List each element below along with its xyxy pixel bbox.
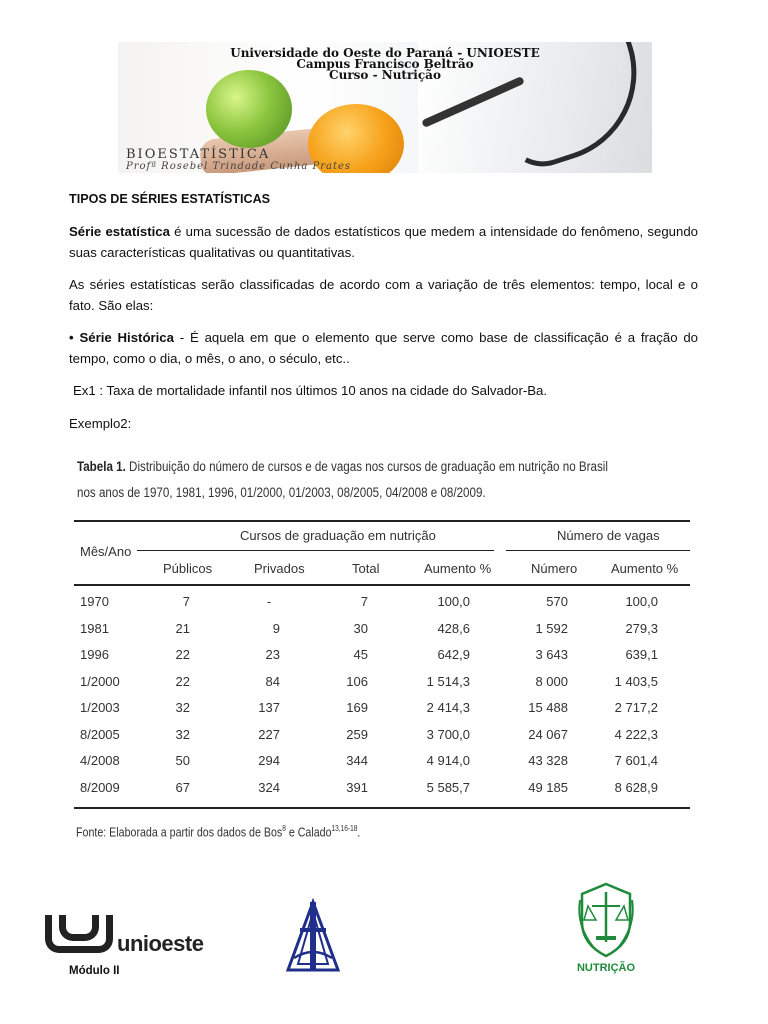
- table-cell: 3 643: [535, 647, 568, 662]
- table-cell: 43 328: [528, 753, 568, 768]
- table-cell: 1 592: [535, 620, 568, 636]
- table-cell: 22: [175, 647, 190, 662]
- header-group-courses: Cursos de graduação em nutrição: [240, 528, 436, 543]
- table-cell: 169: [346, 700, 368, 715]
- unioeste-arc-inner: [59, 915, 99, 941]
- table-cell: 32: [175, 700, 190, 715]
- unioeste-logo: [45, 915, 215, 963]
- group1-rule: [137, 550, 494, 551]
- group2-rule: [506, 550, 690, 551]
- table-cell: 100,0: [625, 594, 658, 609]
- nutrition-caduceus-icon: [574, 880, 638, 960]
- table-cell: 22: [175, 673, 190, 689]
- professor-name: Profª Rosebel Trindade Cunha Prates: [126, 161, 352, 172]
- table-cell: 1 514,3: [426, 673, 470, 689]
- table-cell: 4 914,0: [426, 753, 470, 768]
- table-cell: 570: [546, 594, 568, 609]
- source-text: Fonte: Elaborada a partir dos dados de Bos: [76, 824, 283, 840]
- table-cell: 67: [175, 779, 190, 795]
- table-source: [76, 824, 360, 839]
- apple-image: [206, 70, 292, 148]
- source-end: .: [357, 824, 361, 840]
- table-cell: 639,1: [625, 647, 658, 662]
- header-total: Total: [352, 561, 380, 576]
- table-cell: 50: [175, 753, 190, 768]
- table-label: Tabela 1.: [77, 459, 126, 474]
- table-cell: 259: [346, 726, 368, 742]
- table-cell: 8 000: [535, 673, 568, 689]
- table-cell: 642,9: [437, 647, 470, 662]
- example-2-label: Exemplo2:: [69, 416, 132, 431]
- table-bottom-rule: [74, 807, 690, 809]
- table-cell: 45: [353, 647, 368, 662]
- table-row-period: 1981: [80, 620, 109, 636]
- serie-historica-text: - É aquela em que o elemento que serve como base de classificação é a fração do tempo, como o dia, o mês, o ano, o século, etc..: [69, 330, 699, 366]
- bullet: •: [69, 330, 74, 345]
- table-cell: 23: [265, 647, 280, 662]
- paragraph-definition: [69, 221, 698, 263]
- course-name: Curso - Nutrição: [329, 68, 441, 82]
- table-cell: 106: [346, 673, 368, 689]
- unioeste-wordmark: unioeste: [117, 931, 204, 956]
- header-banner: [118, 42, 652, 173]
- header-aumento-vacancies: Aumento %: [611, 561, 679, 576]
- table-cell: 391: [346, 779, 368, 795]
- table-cell: 279,3: [625, 620, 658, 636]
- table-row-period: 1996: [80, 647, 109, 662]
- table-row-period: 8/2009: [80, 779, 120, 795]
- table-cell: 100,0: [437, 594, 470, 609]
- subject-title: BIOESTATÍSTICA: [126, 147, 271, 162]
- source-ref-1: 8: [282, 824, 286, 833]
- table-cell: 344: [346, 753, 368, 768]
- term-serie-estatistica: Série estatística: [69, 224, 170, 239]
- table-row-period: 1/2000: [80, 673, 120, 689]
- table-row-period: 8/2005: [80, 726, 120, 742]
- table-cell: 21: [175, 620, 190, 636]
- table-row-period: 4/2008: [80, 753, 120, 768]
- nutricao-logo: [574, 880, 638, 978]
- paragraph-serie-historica: [69, 327, 698, 369]
- source-ref-2: 13,16-18: [331, 824, 358, 833]
- table-cell: 49 185: [528, 779, 568, 795]
- header-privados: Privados: [254, 561, 305, 576]
- table-cell: 4 222,3: [614, 726, 658, 742]
- table-cell: 15 488: [528, 700, 568, 715]
- table-cell: 2 717,2: [614, 700, 658, 715]
- header-numero: Número: [531, 561, 578, 576]
- table-top-rule: [74, 520, 690, 522]
- table-cell: 137: [258, 700, 280, 715]
- table-caption: [77, 454, 610, 506]
- table-cell: 9: [272, 620, 280, 636]
- table-cell: 7: [182, 594, 190, 609]
- table-row-period: 1970: [80, 594, 109, 609]
- table-cell: 84: [265, 673, 280, 689]
- table-cell: 227: [258, 726, 280, 742]
- table-row-period: 1/2003: [80, 700, 120, 715]
- definition-text: é uma sucessão de dados estatísticos que medem a intensidade do fenômeno, segundo suas características qualitativas ou quantitativas.: [69, 224, 699, 260]
- header-period: Mês/Ano: [80, 544, 132, 559]
- table-cell: 428,6: [437, 620, 470, 636]
- table-cell: 24 067: [528, 726, 568, 742]
- table-cell: 5 585,7: [426, 779, 470, 795]
- table-cell: 324: [258, 779, 280, 795]
- nutricao-wordmark: NUTRIÇÃO: [576, 962, 636, 974]
- term-serie-historica: Série Histórica: [79, 330, 174, 345]
- paragraph-classification: As séries estatísticas serão classificadas de acordo com a variação de três elementos: tempo, local e o fato. São elas:: [69, 277, 698, 313]
- header-bottom-rule: [74, 584, 690, 586]
- header-group-vacancies: Número de vagas: [557, 528, 660, 543]
- table-cell: 2 414,3: [426, 700, 470, 715]
- header-aumento-courses: Aumento %: [424, 561, 492, 576]
- table-cell: 294: [258, 753, 280, 768]
- table-cell: -: [266, 594, 272, 609]
- institution-emblem-icon: [280, 898, 346, 974]
- header-publicos: Públicos: [163, 561, 213, 576]
- table-cell: 1 403,5: [614, 673, 658, 689]
- example-1: Ex1 : Taxa de mortalidade infantil nos últimos 10 anos na cidade do Salvador-Ba.: [73, 383, 548, 398]
- campus-name: Campus Francisco Beltrão: [296, 57, 474, 71]
- table-cell: 3 700,0: [426, 726, 470, 742]
- table-cell: 30: [353, 620, 368, 636]
- table-cell: 7 601,4: [614, 753, 658, 768]
- table-cell: 7: [360, 594, 368, 609]
- table-caption-text: Distribuição do número de cursos e de vagas nos cursos de graduação em nutrição no Brasil nos anos de 1970, 1981, 1996, 01/2000, 01/2003, 08/2005, 04/2008 e 08/2009.: [77, 459, 608, 500]
- module-label: Módulo II: [69, 965, 120, 977]
- table-cell: 8 628,9: [614, 779, 658, 795]
- section-title: TIPOS DE SÉRIES ESTATÍSTICAS: [69, 192, 271, 206]
- source-mid: e Calado: [285, 824, 332, 840]
- university-name: Universidade do Oeste do Paraná - UNIOESTE: [230, 46, 540, 60]
- table-cell: 32: [175, 726, 190, 742]
